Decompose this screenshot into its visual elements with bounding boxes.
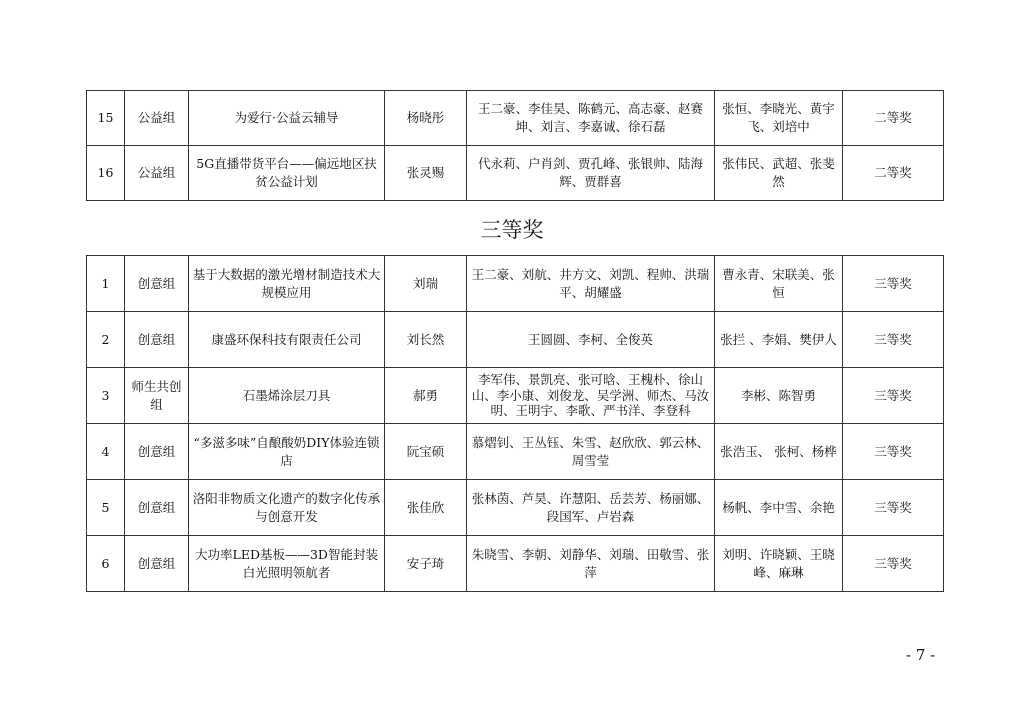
group-cell: 创意组 (125, 424, 189, 480)
group-cell: 师生共创组 (125, 368, 189, 424)
project-cell: 大功率LED基板——3D智能封装白光照明领航者 (189, 536, 385, 592)
group-cell: 创意组 (125, 256, 189, 312)
award-cell: 三等奖 (843, 480, 944, 536)
project-cell: “多滋多味”自酿酸奶DIY体验连锁店 (189, 424, 385, 480)
group-cell: 公益组 (125, 146, 189, 201)
table-row (87, 536, 944, 592)
award-cell: 三等奖 (843, 256, 944, 312)
leader-cell: 刘瑞 (385, 256, 467, 312)
advisors-cell: 曹永青、宋联美、张恒 (715, 256, 843, 312)
group-cell: 创意组 (125, 536, 189, 592)
award-table-third-prize (86, 255, 944, 592)
leader-cell: 张佳欣 (385, 480, 467, 536)
leader-cell: 张灵赐 (385, 146, 467, 201)
award-cell: 二等奖 (843, 91, 944, 146)
members-cell: 李军伟、景凯亮、张可晗、王槐朴、徐山山、李小康、刘俊龙、吴学洲、师杰、马汝明、王明宇、李歌、严书洋、李登科 (467, 368, 715, 424)
group-cell: 创意组 (125, 312, 189, 368)
award-cell: 三等奖 (843, 368, 944, 424)
table-row (87, 256, 944, 312)
members-cell: 王二豪、李佳昊、陈鹤元、高志豪、赵赛坤、刘言、李嘉诚、徐石磊 (467, 91, 715, 146)
members-cell: 代永莉、户肖剑、贾孔峰、张银帅、陆海辉、贾群喜 (467, 146, 715, 201)
leader-cell: 安子琦 (385, 536, 467, 592)
award-cell: 三等奖 (843, 424, 944, 480)
page-number: - 7 - (906, 646, 936, 664)
leader-cell: 郝勇 (385, 368, 467, 424)
members-cell: 王二豪、刘航、井方文、刘凯、程帅、洪瑞平、胡耀盛 (467, 256, 715, 312)
row-number: 16 (87, 146, 125, 201)
row-number: 5 (87, 480, 125, 536)
advisors-cell: 张恒、李晓光、黄宇飞、刘培中 (715, 91, 843, 146)
advisors-cell: 李彬、陈智勇 (715, 368, 843, 424)
row-number: 2 (87, 312, 125, 368)
table-row (87, 480, 944, 536)
row-number: 15 (87, 91, 125, 146)
leader-cell: 刘长然 (385, 312, 467, 368)
table-row (87, 312, 944, 368)
row-number: 6 (87, 536, 125, 592)
project-cell: 康盛环保科技有限责任公司 (189, 312, 385, 368)
group-cell: 创意组 (125, 480, 189, 536)
members-cell: 王圆圆、李柯、全俊英 (467, 312, 715, 368)
table-row (87, 424, 944, 480)
award-cell: 三等奖 (843, 536, 944, 592)
members-cell: 张林茵、芦昊、许慧阳、岳芸芳、杨丽娜、段国军、卢岩森 (467, 480, 715, 536)
row-number: 1 (87, 256, 125, 312)
project-cell: 石墨烯涂层刀具 (189, 368, 385, 424)
group-cell: 公益组 (125, 91, 189, 146)
award-cell: 三等奖 (843, 312, 944, 368)
table-row (87, 146, 944, 201)
section-heading: 三等奖 (480, 218, 544, 242)
advisors-cell: 杨帆、李中雪、余艳 (715, 480, 843, 536)
row-number: 3 (87, 368, 125, 424)
award-cell: 二等奖 (843, 146, 944, 201)
project-cell: 为爱行·公益云辅导 (189, 91, 385, 146)
advisors-cell: 刘明、许晓颖、王晓峰、麻琳 (715, 536, 843, 592)
leader-cell: 阮宝硕 (385, 424, 467, 480)
members-cell: 朱晓雪、李朝、刘静华、刘瑞、田敬雪、张萍 (467, 536, 715, 592)
advisors-cell: 张拦 、李娟、樊伊人 (715, 312, 843, 368)
award-table-second-prize (86, 90, 944, 201)
members-cell: 慕熠钊、王丛钰、朱雪、赵欣欣、郭云林、周雪莹 (467, 424, 715, 480)
table-row (87, 368, 944, 424)
leader-cell: 杨晓彤 (385, 91, 467, 146)
row-number: 4 (87, 424, 125, 480)
table-row (87, 91, 944, 146)
advisors-cell: 张浩玉、 张柯、杨桦 (715, 424, 843, 480)
project-cell: 洛阳非物质文化遗产的数字化传承与创意开发 (189, 480, 385, 536)
project-cell: 5G直播带货平台——偏远地区扶贫公益计划 (189, 146, 385, 201)
advisors-cell: 张伟民、武超、张斐然 (715, 146, 843, 201)
project-cell: 基于大数据的激光增材制造技术大规模应用 (189, 256, 385, 312)
